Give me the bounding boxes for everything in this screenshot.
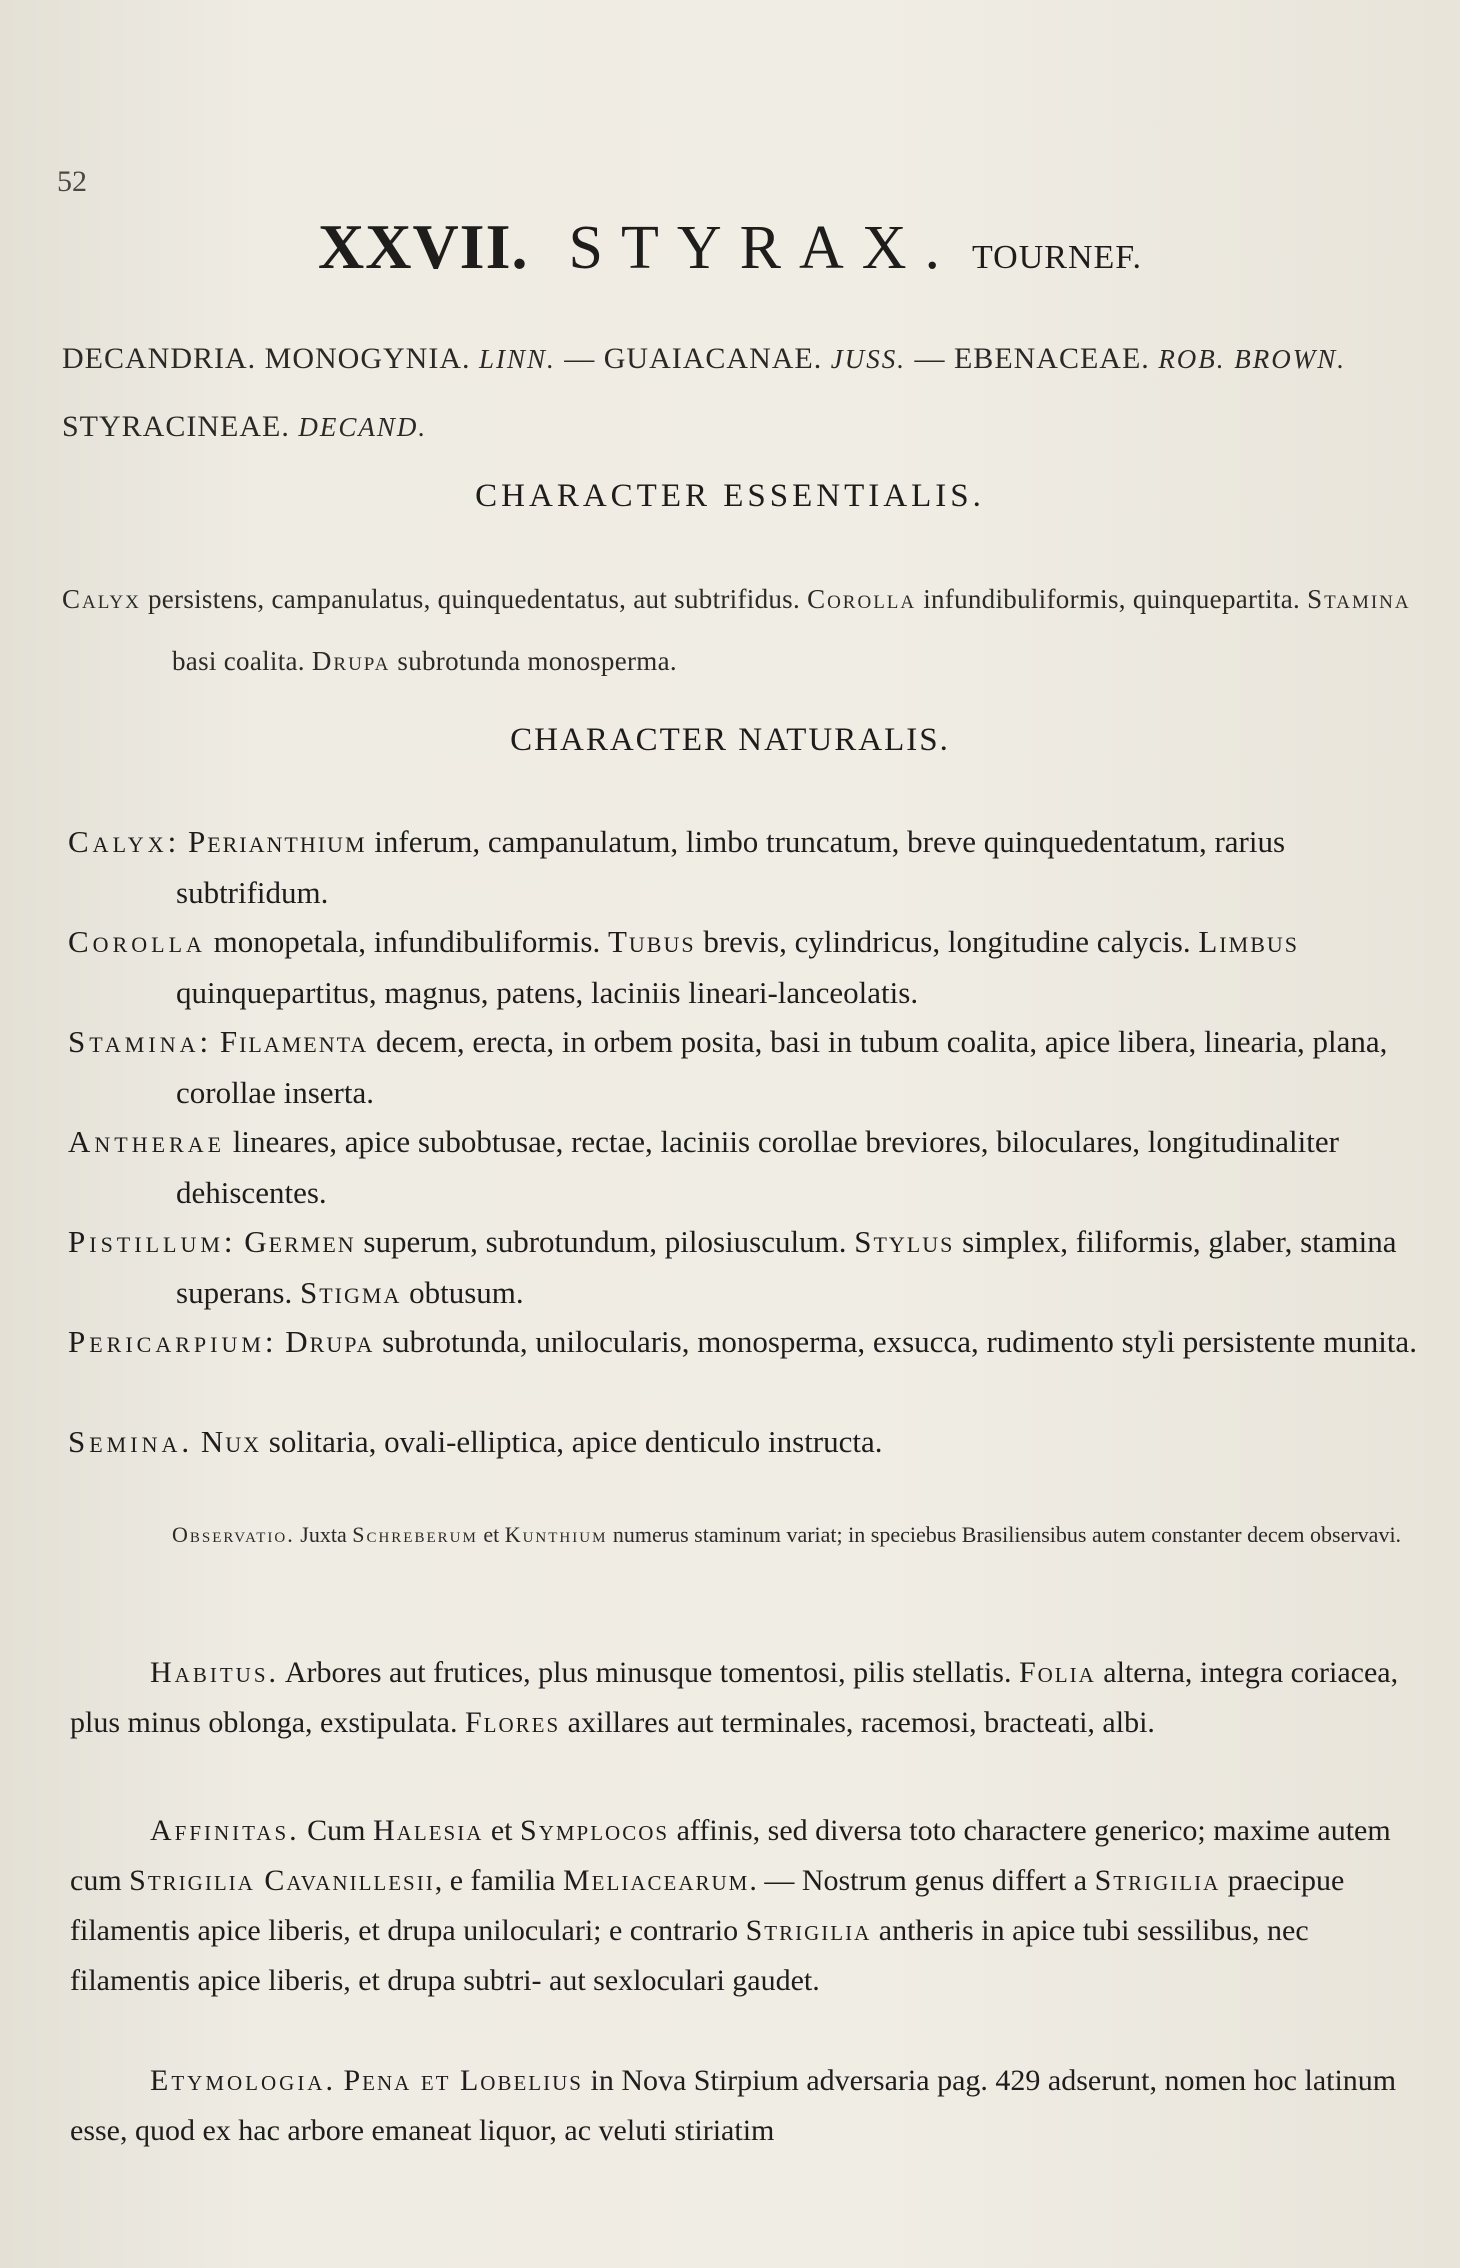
- page-number: 52: [57, 165, 87, 198]
- habitus-paragraph: [70, 1648, 1420, 1748]
- term-label: Etymologia.: [150, 2064, 336, 2097]
- class-author: JUSS.: [830, 344, 906, 374]
- term-label: Flores: [464, 1706, 561, 1739]
- class-author: DECAND.: [298, 412, 428, 442]
- term-label: Nux: [200, 1424, 262, 1459]
- essential-character: [62, 568, 1417, 692]
- body-text: simplex, filiformis, glaber, stamina superans.: [176, 1224, 1397, 1310]
- term-label: Drupa: [285, 1324, 375, 1359]
- body-text: antheris in apice tubi sessilibus, nec filamentis apice liberis, et drupa subtri- aut sexloculari gaudet.: [70, 1914, 1309, 1997]
- natural-entry: [68, 816, 1418, 918]
- organ-label: Pistillum:: [68, 1224, 237, 1259]
- term-label: Observatio.: [172, 1522, 295, 1547]
- observatio-note: [92, 1518, 1422, 1552]
- etymologia-paragraph: [70, 2056, 1420, 2156]
- natural-entry: [68, 1116, 1418, 1218]
- organ-label: Corolla: [68, 924, 206, 959]
- body-text: infundibuliformis, quinquepartita.: [916, 584, 1308, 614]
- term-label: Germen: [244, 1224, 356, 1259]
- classification-line-1: [62, 325, 1422, 393]
- heading-essential: CHARACTER ESSENTIALIS.: [475, 478, 985, 514]
- classification: [62, 325, 1422, 461]
- classification-line-2: [62, 393, 1422, 461]
- body-text: brevis, cylindricus, longitudine calycis.: [695, 924, 1199, 959]
- body-text: , e familia: [434, 1864, 563, 1897]
- body-text: praecipue filamentis apice liberis, et drupa uniloculari; e contrario: [70, 1864, 1345, 1947]
- natural-entry: [68, 1016, 1418, 1118]
- author-name: Pena et Lobelius: [343, 2064, 583, 2097]
- body-text: . — Nostrum genus differt a: [749, 1864, 1095, 1897]
- natural-entry: [68, 1316, 1418, 1367]
- term-label: Calyx: [62, 584, 141, 614]
- term-label: Affinitas.: [150, 1814, 300, 1847]
- class-text: — GUAIACANAE.: [564, 342, 823, 375]
- body-text: subrotunda, unilocularis, monosperma, exsucca, rudimento styli persistente munita.: [374, 1324, 1417, 1359]
- natural-entry: [68, 1216, 1418, 1318]
- body-text: et: [477, 1522, 505, 1547]
- body-text: monopetala, infundibuliformis.: [205, 924, 608, 959]
- organ-label: Semina.: [68, 1424, 194, 1459]
- term-label: Drupa: [311, 646, 391, 676]
- term-label: Perianthium: [187, 824, 367, 859]
- genus-ref: Strigilia: [1094, 1864, 1221, 1897]
- term-label: Stamina: [1307, 584, 1411, 614]
- organ-label: Stamina:: [68, 1024, 213, 1059]
- class-author: ROB. BROWN.: [1158, 344, 1347, 374]
- genus-name: STYRAX.: [568, 214, 959, 282]
- body-text: in Nova Stirpium adversaria pag. 429 adserunt, nomen hoc latinum esse, quod ex hac arbore emaneat liquor, ac veluti stiriatim: [70, 2064, 1397, 2147]
- natural-entry: [68, 916, 1418, 1018]
- body-text: basi coalita.: [172, 646, 312, 676]
- class-text: STYRACINEAE.: [62, 410, 290, 443]
- author-name: Kunthium: [504, 1522, 608, 1547]
- body-text: decem, erecta, in orbem posita, basi in tubum coalita, apice libera, linearia, plana, corollae inserta.: [176, 1024, 1388, 1110]
- class-text: DECANDRIA. MONOGYNIA.: [62, 342, 471, 375]
- organ-label: Antherae: [68, 1124, 226, 1159]
- body-text: alterna, integra coriacea, plus minus oblonga, exstipulata.: [70, 1656, 1399, 1739]
- term-label: Habitus.: [150, 1656, 280, 1689]
- genus-title: [0, 210, 1460, 284]
- term-label: Corolla: [807, 584, 917, 614]
- genus-ref: Symplocos: [520, 1814, 670, 1847]
- natural-entry: [68, 1416, 1418, 1467]
- body-text: affinis, sed diversa toto charactere generico; maxime autem cum: [70, 1814, 1391, 1897]
- term-label: Stigma: [299, 1275, 402, 1310]
- organ-label: Pericarpium:: [68, 1324, 278, 1359]
- genus-ref: Strigilia: [745, 1914, 872, 1947]
- body-text: quinquepartitus, magnus, patens, laciniis lineari-lanceolatis.: [176, 975, 919, 1010]
- body-text: solitaria, ovali-elliptica, apice denticulo instructa.: [261, 1424, 883, 1459]
- body-text: lineares, apice subobtusae, rectae, laciniis corollae breviores, biloculares, longitudinaliter dehiscentes.: [176, 1124, 1339, 1210]
- body-text: obtusum.: [401, 1275, 524, 1310]
- body-text: Juxta: [294, 1522, 353, 1547]
- heading-natural: CHARACTER NATURALIS.: [510, 722, 950, 758]
- genus-ref: Halesia: [373, 1814, 484, 1847]
- author-name: Schreberum: [352, 1522, 478, 1547]
- body-text: Cum: [299, 1814, 374, 1847]
- term-label: Stylus: [854, 1224, 955, 1259]
- body-text: et: [483, 1814, 521, 1847]
- body-text: numerus staminum variat; in speciebus Brasiliensibus autem constanter decem observavi.: [607, 1522, 1402, 1547]
- body-text: persistens, campanulatus, quinquedentatus, aut subtrifidus.: [140, 584, 808, 614]
- genus-authority: TOURNEF.: [972, 239, 1142, 276]
- body-text: axillares aut terminales, racemosi, bracteati, albi.: [560, 1706, 1155, 1739]
- organ-label: Calyx:: [68, 824, 181, 859]
- term-label: Folia: [1018, 1656, 1096, 1689]
- term-label: Tubus: [607, 924, 696, 959]
- class-author: LINN.: [478, 344, 556, 374]
- family-ref: Meliacearum: [563, 1864, 750, 1897]
- term-label: Filamenta: [219, 1024, 369, 1059]
- body-text: Arbores aut frutices, plus minusque tomentosi, pilis stellatis.: [279, 1656, 1019, 1689]
- body-text: inferum, campanulatum, limbo truncatum, breve quinquedentatum, rarius subtrifidum.: [176, 824, 1286, 910]
- class-text: — EBENACEAE.: [914, 342, 1150, 375]
- genus-number: XXVII.: [318, 211, 529, 282]
- body-text: superum, subrotundum, pilosiusculum.: [355, 1224, 855, 1259]
- body-text: subrotunda monosperma.: [390, 646, 677, 676]
- affinitas-paragraph: [70, 1806, 1420, 2006]
- genus-ref: Strigilia Cavanillesii: [129, 1864, 435, 1897]
- term-label: Limbus: [1198, 924, 1299, 959]
